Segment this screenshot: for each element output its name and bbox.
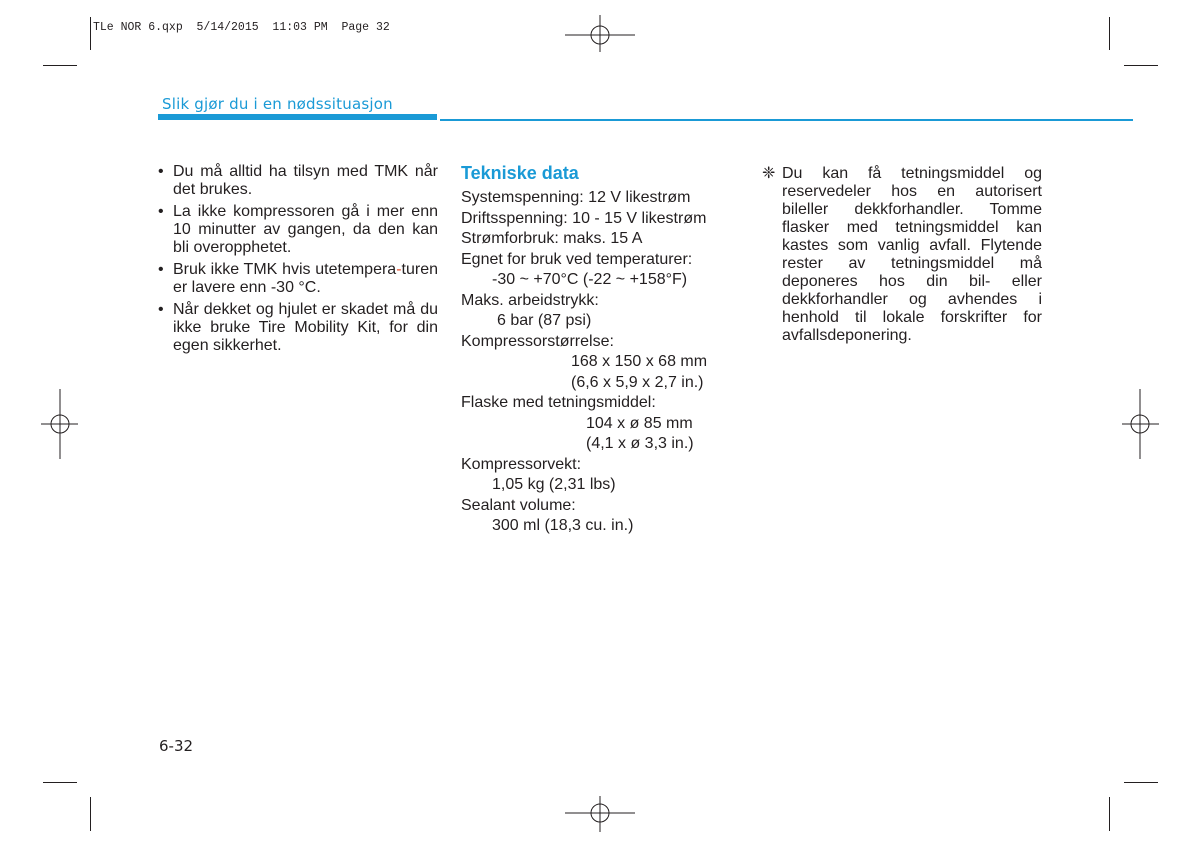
registration-target-right [1122,389,1159,459]
print-slug: TLe NOR 6.qxp 5/14/2015 11:03 PM Page 32 [93,21,390,34]
registration-target-left [41,389,78,459]
bottle-mm: 104 x ø 85 mm [586,414,693,432]
size-mm: 168 x 150 x 68 mm [571,353,708,370]
note-line: rester av tetningsmiddel må [782,255,1042,272]
note-line: reservedeler hos en autorisert [782,183,1042,200]
note-line: deponeres hos din bil- eller [782,273,1042,290]
technical-data [461,162,741,537]
note-line: Du kan få tetningsmiddel og [782,165,1042,182]
note-line: kastes som vanlig avfall. Flytende [782,237,1042,254]
registration-target-bottom [565,796,635,832]
note-line: dekkforhandler og avhendes i [782,291,1042,308]
size-in: (6,6 x 5,9 x 2,7 in.) [571,373,704,391]
volume-value: 300 ml (18,3 cu. in.) [492,517,634,534]
size-label: Kompressorstørrelse: [461,332,614,350]
volume-label: Sealant volume: [461,496,576,514]
bullet-text-part: Bruk ikke TMK hvis utetempera [173,261,397,278]
note-line: henhold til lokale forskrifter for [782,309,1042,326]
bullet-item [156,261,438,297]
weight-label: Kompressorvekt: [461,455,582,473]
hyphen-mark: - [396,261,402,278]
header-rule-thick [158,114,437,120]
weight-value: 1,05 kg (2,31 lbs) [492,476,616,493]
page-number: 6-32 [159,737,194,755]
section-title: Slik gjør du i en nødssituasjon [162,95,393,113]
bullet-item: • Når dekket og hjulet er skadet må du ikke bruke Tire Mobility Kit, for din egen sikkerhet. [156,301,438,355]
header-rule-thin [440,119,1133,121]
pressure-value: 6 bar (87 psi) [497,312,592,329]
power-consumption: Strømforbruk: maks. 15 A [461,230,643,247]
tech-heading: Tekniske data [461,163,579,183]
temperature-value: -30 ~ +70°C (-22 ~ +158°F) [492,271,688,288]
bullet-item: • La ikke kompressoren gå i mer enn 10 minutter av gangen, da den kan bli overopphetet. [156,203,438,257]
pressure-label: Maks. arbeidstrykk: [461,291,599,309]
note-line: avfallsdeponering. [782,327,912,344]
temperature-label: Egnet for bruk ved temperaturer: [461,250,693,268]
disposal-note [762,165,1042,345]
bottle-label: Flaske med tetningsmiddel: [461,394,656,411]
bullet-item: • Du må alltid ha tilsyn med TMK når det brukes. [156,163,438,199]
warning-bullets [156,163,438,359]
bottle-in: (4,1 x ø 3,3 in.) [586,435,694,452]
registration-target-top [565,15,635,52]
note-text [782,165,1042,345]
note-line: flasker med tetningsmiddel kan [782,219,1042,236]
operating-voltage: Driftsspenning: 10 - 15 V likestrøm [461,209,707,227]
system-voltage: Systemspenning: 12 V likestrøm [461,189,691,206]
note-icon: ❈ [762,165,776,182]
bullet-text-part: turen er lavere enn -30 °C. [173,261,438,296]
note-line: bileller dekkforhandler. Tomme [782,201,1042,218]
